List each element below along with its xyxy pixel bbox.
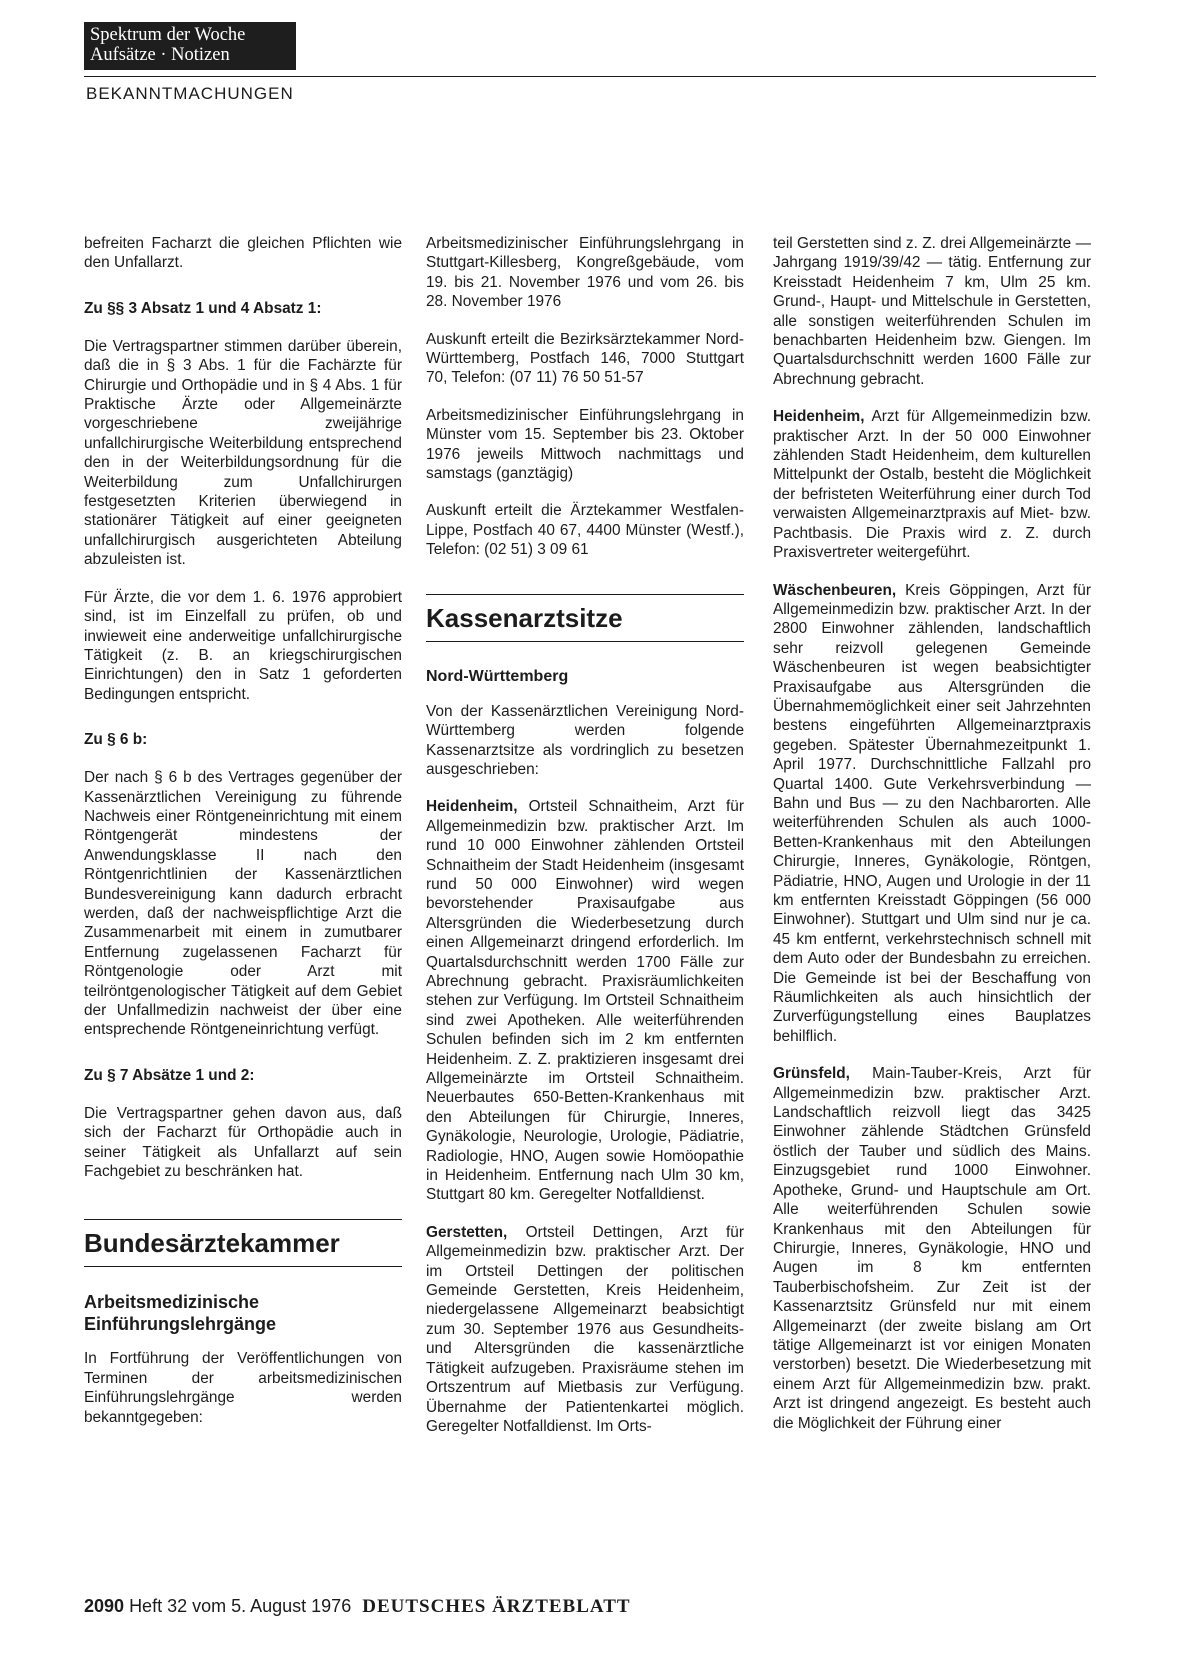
section-subheading: Arbeitsmedizinische Einführungslehrgänge bbox=[84, 1292, 277, 1335]
listing-place: Grünsfeld, bbox=[773, 1065, 850, 1083]
paragraph: Auskunft erteilt die Ärztekammer Westfalen-Lippe, Postfach 40 67, 4400 Münster (Westf.), Telefon: (02 51) 3 09 61 bbox=[426, 502, 744, 559]
section-heading: Kassenarztsitze bbox=[426, 602, 623, 633]
column-2 bbox=[426, 234, 744, 1454]
subheading: Zu § 7 Absätze 1 und 2: bbox=[84, 1066, 255, 1084]
subheading: Zu §§ 3 Absatz 1 und 4 Absatz 1: bbox=[84, 299, 322, 317]
listing-text: Ortsteil Schnaitheim, Arzt für Allgemeinmedizin bzw. praktischer Arzt. Im rund 10 000 Einwohner zählenden Ortsteil Schnaitheim der Stadt Heidenheim (insgesamt rund 50 000 Einwohner) wird wegen bevorstehender Praxisaufgabe aus Altersgründen die Wiederbesetzung durch einen Allgemeinarzt dringend erforderlich. Im Quartalsdurchschnitt werden 1700 Fälle zur Abrechnung gebracht. Praxisräumlichkeiten stehen zur Verfügung. Im Ortsteil Schnaitheim sind zwei Apotheken. Alle weiterführenden Schulen befinden sich im 2 km entfernten Heidenheim. Z. Z. praktizieren insgesamt drei Allgemeinärzte im Ortsteil Schnaitheim. Neuerbautes 650-Betten-Krankenhaus mit den Abteilungen für Chirurgie, Inneres, Gynäkologie, Neurologie, Urologie, Pädiatrie, Radiologie, HNO, Augen sowie Homöopathie in Heidenheim. Entfernung nach Ulm 30 km, Stuttgart 80 km. Geregelter Notfalldienst. bbox=[426, 798, 744, 1204]
paragraph: Die Vertragspartner gehen davon aus, daß sich der Facharzt für Orthopädie auch in seiner Tätigkeit als Unfallarzt auf sein Fachgebiet zu beschränken hat. bbox=[84, 1104, 402, 1181]
subheading: Zu § 6 b: bbox=[84, 731, 148, 749]
listing-entry bbox=[773, 407, 1091, 562]
paragraph: Die Vertragspartner stimmen darüber überein, daß die in § 3 Abs. 1 für die Fachärzte für Chirurgie und Orthopädie und in § 4 Abs. 1 für Praktische Ärzte oder Allgemeinärzte vorgeschriebene zweijährige unfallchirurgische Weiterbildung entsprechend den in der Weiterbildungsordnung für die Weiterbildung zum Unfallchirurgen festgesetzten Kriterien überwiegend in stationärer Tätigkeit auf einer geeigneten unfallchirurgisch ausgerichteten Abteilung abzuleisten ist. bbox=[84, 337, 402, 569]
paragraph: Für Ärzte, die vor dem 1. 6. 1976 approbiert sind, ist im Einzelfall zu prüfen, ob und inwieweit eine anderweitige unfallchirurgische Tätigkeit (z. B. an kriegschirurgischen Einrichtungen) den in Satz 1 geforderten Bedingungen entspricht. bbox=[84, 588, 402, 703]
listing-entry bbox=[426, 797, 744, 1205]
listing-text: Kreis Göppingen, Arzt für Allgemeinmedizin bzw. praktischer Arzt. In der 2800 Einwohner zählenden, landschaftlich sehr reizvoll gelegenen Gemeinde Wäschenbeuren ist wegen beabsichtigter Praxisaufgabe aus Altersgründen die Übernahmemöglichkeit einer seit Jahrzehnten bestens eingeführten Allgemeinarztpraxis gegeben. Spätester Übernahmezeitpunkt 1. April 1977. Durchschnittliche Fallzahl pro Quartal 1400. Gute Verkehrsverbindung — Bahn und Bus — zu den Nachbarorten. Alle weiterführenden Schulen als auch 1000-Betten-Krankenhaus mit den Abteilungen Chirurgie, Inneres, Gynäkologie, Röntgen, Pädiatrie, HNO, Augen und Urologie in der 11 km entfernten Kreisstadt Göppingen (56 000 Einwohner). Stuttgart und Ulm sind nur je ca. 45 km entfernt, verkehrstechnisch schnell mit dem Auto oder der Bundesbahn zu erreichen. Die Gemeinde ist bei der Beschaffung von Räumlichkeiten als auch hinsichtlich der Zurverfügungstellung eines Bauplatzes behilflich. bbox=[773, 581, 1091, 1045]
listing-place: Heidenheim, bbox=[773, 408, 865, 426]
listing-text: Main-Tauber-Kreis, Arzt für Allgemeinmedizin bzw. praktischer Arzt. Landschaftlich reizvoll liegt das 3425 Einwohner zählende Städtchen Grünsfeld östlich der Tauber und südlich des Mains. Einzugsgebiet rund 1000 Einwohner. Apotheke, Grund- und Hauptschule am Ort. Alle weiterführenden Schulen sowie Krankenhaus mit den Abteilungen für Chirurgie, Inneres, Gynäkologie, HNO und Augen im 8 km entfernten Tauberbischofsheim. Zur Zeit ist der Kassenarztsitz Grünsfeld nur mit einem Allgemeinarzt (der zweite bislang am Ort tätige Allgemeinarzt ist vor einigen Monaten verstorben) besetzt. Die Wiederbesetzung mit einem Arzt für Allgemeinmedizin bzw. prakt. Arzt ist dringend angezeigt. Es besteht auch die Möglichkeit der Führung einer bbox=[773, 1065, 1091, 1432]
paragraph: Arbeitsmedizinischer Einführungslehrgang in Stuttgart-Killesberg, Kongreßgebäude, vom 19. bis 21. November 1976 und vom 26. bis 28. November 1976 bbox=[426, 235, 744, 311]
paragraph: befreiten Facharzt die gleichen Pflichten wie den Unfallarzt. bbox=[84, 235, 402, 272]
column-3 bbox=[773, 234, 1091, 1451]
listing-entry bbox=[426, 1223, 744, 1436]
listing-text: Ortsteil Dettingen, Arzt für Allgemeinmedizin bzw. praktischer Arzt. Der im Ortsteil Dettingen der politischen Gemeinde Gerstetten, Kreis Heidenheim, niedergelassene Allgemeinarzt beabsichtigt zum 30. September 1976 aus Gesundheits- und Altersgründen die kassenärztliche Tätigkeit aufzugeben. Praxisräume stehen im Ortszentrum auf Mietbasis zur Verfügung. Übernahme der Patientenkartei möglich. Geregelter Notfalldienst. Im Orts- bbox=[426, 1223, 744, 1435]
masthead bbox=[84, 22, 296, 70]
listing-entry bbox=[773, 1064, 1091, 1433]
section-rule bbox=[84, 1266, 402, 1267]
header-rule bbox=[84, 76, 1096, 77]
listing-place: Heidenheim, bbox=[426, 798, 518, 816]
section-subheading: Nord-Württemberg bbox=[426, 667, 569, 685]
issue-info: Heft 32 vom 5. August 1976 bbox=[129, 1596, 352, 1616]
listing-entry bbox=[773, 581, 1091, 1047]
paragraph: Von der Kassenärztlichen Vereinigung Nord-Württemberg werden folgende Kassenarztsitze als vordringlich zu besetzen ausgeschrieben: bbox=[426, 702, 744, 778]
paragraph: Der nach § 6 b des Vertrages gegenüber der Kassenärztlichen Vereinigung zu führende Nachweis einer Röntgeneinrichtung mit einem Röntgengerät mindestens der Anwendungsklasse II nach den Röntgenrichtlinien der Kassenärztlichen Bundesvereinigung kann dadurch erbracht werden, daß der nachweispflichtige Arzt die Zusammenarbeit mit einem in zumutbarer Entfernung zugelassenen Facharzt für Röntgenologie oder Arzt mit teilröntgenologischer Tätigkeit auf dem Gebiet der Unfallmedizin nachweist der über eine entsprechende Röntgeneinrichtung verfügt. bbox=[84, 769, 402, 1039]
listing-place: Gerstetten, bbox=[426, 1223, 508, 1241]
journal-name: DEUTSCHES ÄRZTEBLATT bbox=[362, 1596, 631, 1617]
section-heading: Bundesärztekammer bbox=[84, 1228, 340, 1259]
masthead-line-2: Aufsätze · Notizen bbox=[90, 45, 230, 65]
page-footer bbox=[84, 1596, 631, 1618]
paragraph: teil Gerstetten sind z. Z. drei Allgemeinärzte — Jahrgang 1919/39/42 — tätig. Entfernung zur Kreisstadt Heidenheim 7 km, Ulm 25 km. Grund-, Haupt- und Mittelschule in Gerstetten, alle sonstigen weiterführenden Schulen im benachbarten Heidenheim bzw. Giengen. Im Quartalsdurchschnitt werden 1600 Fälle zur Abrechnung gebracht. bbox=[773, 235, 1091, 388]
masthead-line-1: Spektrum der Woche bbox=[90, 25, 246, 45]
section-label: BEKANNTMACHUNGEN bbox=[86, 84, 294, 103]
column-1 bbox=[84, 234, 402, 1445]
paragraph: Auskunft erteilt die Bezirksärztekammer Nord-Württemberg, Postfach 146, 7000 Stuttgart 70, Telefon: (07 11) 76 50 51-57 bbox=[426, 330, 744, 387]
listing-text: Arzt für Allgemeinmedizin bzw. praktischer Arzt. In der 50 000 Einwohner zählenden Stadt Heidenheim, dem kulturellen Mittelpunkt der Ostalb, besteht die Möglichkeit der befristeten Weiterführung einer durch Tod verwaisten Allgemeinarztpraxis auf Miet- bzw. Pachtbasis. Die Praxis wird z. Z. durch Praxisvertreter weitergeführt. bbox=[773, 408, 1091, 562]
page-number: 2090 bbox=[84, 1596, 125, 1616]
paragraph: Arbeitsmedizinischer Einführungslehrgang in Münster vom 15. September bis 23. Oktober 1976 jeweils Mittwoch nachmittags und samstags (ganztägig) bbox=[426, 406, 744, 483]
listing-place: Wäschenbeuren, bbox=[773, 581, 897, 599]
section-rule bbox=[426, 641, 744, 642]
paragraph: In Fortführung der Veröffentlichungen von Terminen der arbeitsmedizinischen Einführungslehrgänge werden bekanntgegeben: bbox=[84, 1350, 402, 1426]
